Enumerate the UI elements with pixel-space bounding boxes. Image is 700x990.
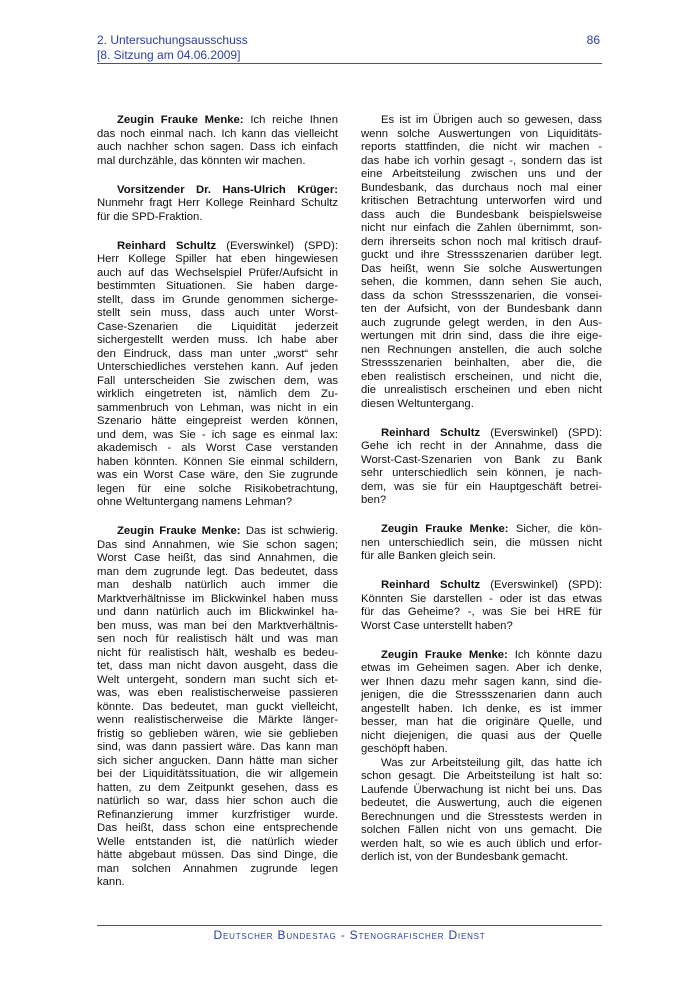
speaker-name: Zeugin Frauke Menke: (117, 114, 244, 126)
text-line: Refinanzierung immer kurzfristiger wurde. (97, 808, 338, 821)
text-line: Welt untergeht, sondern man sucht sich et- (97, 673, 338, 686)
statement-paragraph (361, 757, 602, 865)
text-line: Worst-Cast-Szenarien von Bank zu Bank (361, 453, 602, 466)
text-line: könnte. Das bedeutet, man guckt vielleicht, (97, 700, 338, 713)
text-line (361, 523, 602, 537)
text-line: Nunmehr fragt Herr Kollege Reinhard Schultz (97, 197, 338, 209)
text-span: (Everswinkel) (SPD): (490, 579, 602, 591)
statement-paragraph (361, 427, 602, 508)
text-line: Case-Szenarien die Liquidität jederzeit (97, 320, 338, 333)
text-line: den Eindruck, dass man unter „worst“ sehr (97, 347, 338, 360)
text-line: das habe ich vorhin gesagt -, sondern das ist (361, 154, 602, 167)
text-line: akademisch - als Worst Case verstanden (97, 442, 338, 454)
text-line: hatten, zu dem Zeitpunkt gesehen, dass es (97, 781, 338, 794)
text-line: legen für eine solche Risikobetrachtung, (97, 482, 338, 495)
text-line: Szenario hätte eingepreist werden können, (97, 415, 338, 427)
text-line: Berechnungen und die Stresstests werden in (361, 810, 602, 823)
text-line: für das Geheime? -, was Sie bei HRE für (361, 606, 602, 618)
text-line (97, 525, 338, 539)
session-info: [8. Sitzung am 04.06.2009] (97, 48, 241, 62)
text-line: reports stattfinden, die nicht wir machen - (361, 141, 602, 153)
left-column (97, 114, 338, 905)
text-line: angestellt haben. Ich denke, es ist immer (361, 702, 602, 715)
text-line: sich sicher angucken. Dann hätte man sicher (97, 754, 338, 767)
text-line: was ein Worst Case wäre, den Sie zugrunde (97, 469, 338, 481)
statement-paragraph (97, 240, 338, 510)
statement-paragraph (361, 579, 602, 633)
text-line: bei der Liquiditätssituation, die wir allgemein (97, 768, 338, 780)
text-line: auch nachher schon sagen. Dass ich einfach (97, 141, 338, 153)
text-line (97, 240, 338, 254)
text-line: dass da schon Stressszenarien, die vonsei- (361, 289, 602, 302)
text-line: dem, was sie für ein Hauptgeschäft betrei- (361, 480, 602, 493)
statement-paragraph (361, 649, 602, 757)
statement-paragraph (97, 525, 338, 890)
text-line: bestimmten Situationen. Sie haben darge- (97, 280, 338, 292)
text-line: Worst Case unterstellt haben? (361, 619, 513, 632)
text-span: Sicher, die kön- (515, 523, 602, 535)
speaker-name: Reinhard Schultz (117, 239, 217, 252)
text-line: schon gesagt. Die Arbeitsteilung ist halt so: (361, 770, 602, 782)
speaker-name: Zeugin Frauke Menke: (117, 525, 241, 537)
text-line: nen unterschiedlich sein, die müssen nicht (361, 536, 602, 549)
text-line: man deshalb natürlich auch immer die (97, 579, 338, 591)
text-line: wirklich eingetreten ist, nämlich dem Zu- (97, 388, 338, 400)
text-line: sammenbruch von Lehman, was nicht in ein (97, 401, 338, 414)
text-line: wenn realistischerweise die Märkte länger- (97, 714, 338, 726)
text-line: Fall unterscheiden Sie zwischen dem, was (97, 374, 338, 387)
text-line (361, 427, 602, 441)
text-line: derlich ist, von der Bundesbank gemacht. (361, 851, 569, 863)
text-line: Das heißt, dass schon eine entsprechende (97, 822, 338, 834)
speaker-name: Vorsitzender Dr. Hans-Ulrich Krüger: (117, 183, 338, 196)
text-line: das noch einmal nach. Ich kann das vielleicht (97, 127, 338, 140)
page-number: 86 (586, 33, 600, 47)
text-line: Laufende Überwachung ist nicht bei uns. Das (361, 783, 602, 796)
text-line: Herr Kollege Spiller hat eben hingewiesen (97, 253, 338, 265)
text-line: mal durchzähle, das könnten wir machen. (97, 154, 306, 167)
text-line: geschöpft haben. (361, 743, 448, 755)
text-line: eine Arbeitsteilung zwischen uns und der (361, 168, 602, 180)
statement-paragraph (361, 114, 602, 411)
text-line: besser, man hat die originäre Quelle, und (361, 716, 602, 728)
speaker-name: Reinhard Schultz (381, 426, 481, 439)
text-line: eben realistisch erscheinen, und nicht die, (361, 370, 602, 383)
text-line: Welle entstanden ist, die natürlich wieder (97, 835, 338, 848)
text-line: bedeutet, die Auswertung, auch die eigenen (361, 797, 602, 809)
text-line: dern ihrerseits schon noch mal kritisch drauf- (361, 235, 602, 248)
text-line: jenigen, die die Stressszenarien dann auch (361, 689, 602, 701)
text-line: solchen Fällen nicht von uns gemacht. Die (361, 824, 602, 836)
text-line: für alle Banken gleich sein. (361, 550, 497, 562)
statement-paragraph (97, 184, 338, 225)
text-line: Worst Case heißt, das sind Annahmen, die (97, 552, 338, 564)
text-line: wertungen mit drin sind, dass die ihre eige- (361, 330, 602, 342)
text-line: ben? (361, 494, 387, 506)
text-line: Unterschiedliches verstehen kann. Auf jeden (97, 361, 338, 373)
footer-text: Deutscher Bundestag - Stenografischer Dienst (213, 928, 486, 942)
text-line: sehr unterschiedlich sein können, je nach- (361, 467, 602, 479)
text-line: sen noch für realistisch hält und was man (97, 633, 338, 645)
text-line: nicht für realistisch hält, weshalb es bedeu- (97, 646, 338, 659)
text-span: (Everswinkel) (SPD): (490, 426, 602, 439)
text-line: kritischen Betrachtung unterworfen wird und (361, 195, 602, 207)
text-line: was, was eben realistischerweise passieren (97, 687, 338, 699)
text-span: Ich reiche Ihnen (250, 114, 338, 126)
text-line: stellt, dass im Grunde genommen sicherge- (97, 293, 338, 306)
speaker-name: Reinhard Schultz (381, 579, 481, 591)
text-line: man dem zugrunde legt. Das bedeutet, dass (97, 565, 338, 578)
text-line (361, 649, 602, 663)
text-line: auch zugrunde gelegt werden, in den Aus- (361, 316, 602, 329)
text-line (97, 114, 338, 128)
footer-rule (97, 925, 602, 926)
header-rule (97, 63, 602, 64)
text-line: ten der Aufsicht, von der Bundesbank dann (361, 303, 602, 315)
text-line: etwas im Geheimen sagen. Aber ich denke, (361, 662, 602, 674)
text-line: für die SPD-Fraktion. (97, 210, 203, 223)
text-line (97, 184, 338, 198)
statement-paragraph (361, 523, 602, 564)
text-line: Gehe ich recht in der Annahme, dass die (361, 440, 602, 452)
text-line: dass auch die Bundesbank beispielsweise (361, 208, 602, 221)
text-line: kann. (97, 876, 125, 888)
text-line: Bundesbank, das durchaus noch mal einer (361, 181, 602, 194)
text-line: werden halt, so wie es auch üblich und erfor- (361, 837, 602, 850)
text-line: Könnten Sie darstellen - oder ist das etwas (361, 592, 602, 605)
committee-title: 2. Untersuchungsausschuss (97, 33, 248, 47)
text-line: haben könnten. Können Sie einmal schildern, (97, 455, 338, 468)
text-line: man solchen Annahmen zugrunde legen (97, 862, 338, 875)
text-line (361, 579, 602, 593)
text-span: (Everswinkel) (SPD): (226, 239, 338, 252)
text-line: sind, was dann passiert wäre. Das kann man (97, 741, 338, 753)
text-line: nicht diejenigen, die quasi aus der Quelle (361, 729, 602, 742)
text-line: hätte abgebaut müssen. Das sind Dinge, die (97, 849, 338, 861)
text-line: sichergestellt werden muss. Ich habe aber (97, 334, 338, 346)
text-line: Was zur Arbeitsteilung gilt, das hatte ich (381, 756, 602, 769)
text-line: diesen Weltuntergang. (361, 397, 474, 410)
text-line: Das sind Annahmen, wie Sie schon sagen; (97, 538, 338, 551)
text-line: Es ist im Übrigen auch so gewesen, dass (381, 114, 602, 126)
text-line: auch auf das Wechselspiel Prüfer/Aufsicht in (97, 266, 338, 279)
text-line: die unrealistisch erscheinen und eben nicht (361, 384, 602, 396)
text-line: stellt sein muss, dass auch unter Worst- (97, 307, 338, 319)
text-line: ohne Weltuntergang namens Lehman? (97, 496, 293, 508)
text-line: Marktverhältnisse im Blickwinkel haben muss (97, 592, 338, 605)
statement-paragraph (97, 114, 338, 168)
text-line: ben muss, was man bei den Marktverhältnis- (97, 619, 338, 632)
text-span: Das ist schwierig. (245, 525, 338, 537)
text-line: wenn solche Auswertungen von Liquiditäts- (361, 127, 602, 140)
text-line: nicht nur einfach die Zahlen übernimmt, son- (361, 222, 602, 234)
text-line: sehen, die kommen, dann sehen Sie auch, (361, 276, 602, 288)
text-line: Das heißt, wenn Sie solche Auswertungen (361, 262, 602, 275)
text-line: und dem, was Sie - ich sage es einmal lax: (97, 428, 338, 441)
speaker-name: Zeugin Frauke Menke: (381, 648, 508, 661)
right-column (361, 114, 602, 880)
page-header (97, 33, 602, 63)
text-span: Ich könnte dazu (514, 648, 602, 661)
text-line: nen Rechnungen anstellen, die auch solche (361, 343, 602, 356)
text-line: natürlich so war, dass hier schon auch die (97, 795, 338, 807)
text-line: fristig so geblieben wären, wie sie geblieben (97, 727, 338, 740)
text-line: und dann natürlich auch im Blickwinkel ha- (97, 606, 338, 618)
text-line: Stressszenarien beinhalten, aber die, die (361, 357, 602, 369)
text-line: guckt und ihre Stressszenarien darüber legt. (361, 249, 602, 261)
text-line: tet, dass man nicht davon ausgeht, dass die (97, 660, 338, 672)
text-line: wer Ihnen dazu mehr sagen kann, sind die- (361, 675, 602, 688)
speaker-name: Zeugin Frauke Menke: (381, 523, 509, 535)
